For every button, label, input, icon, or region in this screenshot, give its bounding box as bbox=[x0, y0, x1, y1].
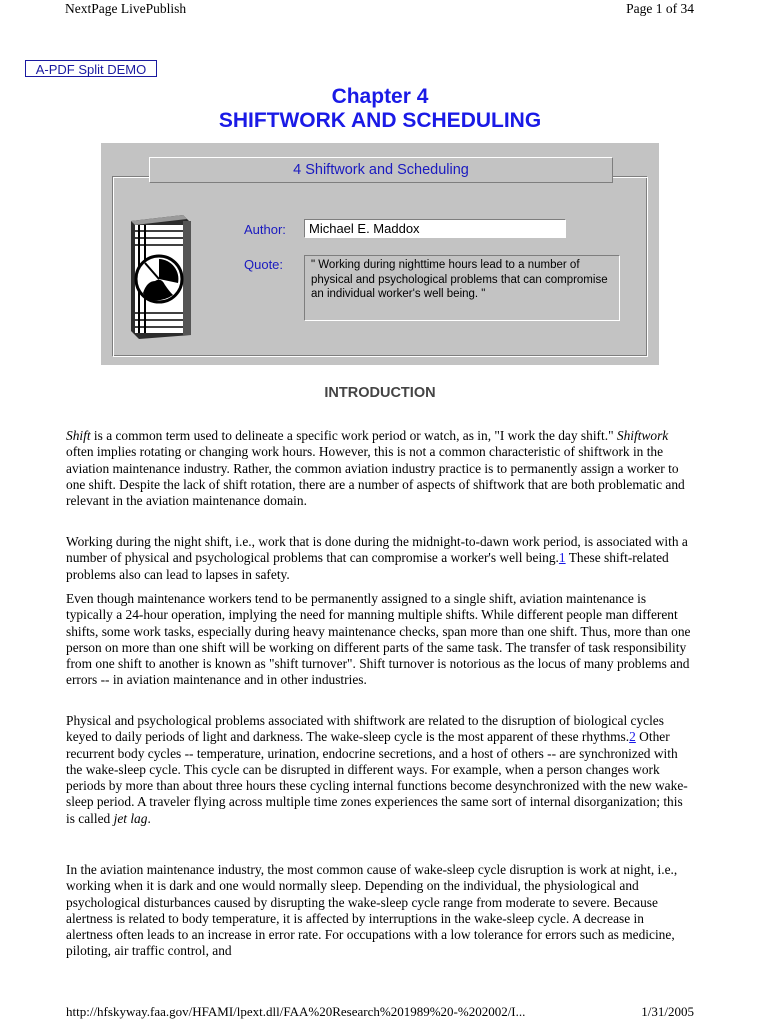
paragraph-text: is a common term used to delineate a specific work period or watch, as in, "I work the day shift." bbox=[90, 428, 617, 443]
quote-label: Quote: bbox=[244, 257, 284, 272]
header-app-name: NextPage LivePublish bbox=[65, 1, 187, 16]
section-heading: INTRODUCTION bbox=[324, 385, 436, 401]
chapter-number: Chapter 4 bbox=[331, 85, 429, 108]
quote-field: " Working during nighttime hours lead to a number of physical and psychological problems that can compromise an individual worker's well being. " bbox=[304, 255, 620, 321]
paragraph-5: In the aviation maintenance industry, the most common cause of wake-sleep cycle disruption is work at night, i.e., working when it is dark and one would normally sleep. Depending on the individual, the physiological and psychological disturbances caused by disrupting the wake-sleep cycle range from moderate to severe. Because alertness is related to body temperature, it is affected by interruptions in the wake-sleep cycle. A decrease in alertness often leads to an increase in error rate. For occupations with a low tolerance for errors such as medicine, piloting, air traffic control, and bbox=[66, 862, 678, 959]
paragraph-4 bbox=[66, 713, 694, 827]
demo-badge: A-PDF Split DEMO bbox=[25, 60, 157, 77]
paragraph-text: often implies rotating or changing work hours. However, this is not a common characteristic of shiftwork in the aviation maintenance industry. Rather, the common aviation industry practice is to permanently assign a worker to one shift. Despite the lack of shift rotation, there are a number of aspects of shiftwork that are both problematic and relevant in the aviation maintenance domain. bbox=[66, 444, 685, 509]
footer-url: http://hfskyway.faa.gov/HFAMI/lpext.dll/FAA%20Research%201989%20-%202002/I... bbox=[66, 1004, 526, 1019]
chapter-title: SHIFTWORK AND SCHEDULING bbox=[218, 109, 542, 132]
paragraph-3: Even though maintenance workers tend to be permanently assigned to a single shift, aviation maintenance is typically a 24-hour operation, implying the need for manning multiple shifts. While different people man different shifts, some work tasks, especially during heavy maintenance checks, span more than one shift. Thus, more than one person on more than one shift will be working on different parts of the same task. The transfer of task responsibility from one shift to another is known as "shift turnover". Shift turnover is notorious as the locus of many problems and errors -- in aviation maintenance and in other industries. bbox=[66, 591, 691, 688]
footer-date: 1/31/2005 bbox=[641, 1004, 694, 1019]
footnote-link-2[interactable]: 2 bbox=[629, 729, 636, 745]
paragraph-text: Other recurrent body cycles -- temperature, urination, endocrine secretions, and a host of others -- are synchronized with the wake-sleep cycle. This cycle can be disrupted in different ways. For example, when a person changes work periods by more than about three hours these cycling internal functions become desynchronized with the new wake-sleep period. A traveler flying across multiple time zones experiences the same sort of internal disorganization; this is called bbox=[66, 729, 688, 826]
paragraph-text: . bbox=[147, 810, 151, 826]
paragraph-2 bbox=[66, 534, 694, 583]
author-field: Michael E. Maddox bbox=[304, 219, 566, 238]
book-clock-icon bbox=[125, 211, 195, 341]
panel-title: 4 Shiftwork and Scheduling bbox=[149, 157, 613, 183]
term-shift: Shift bbox=[66, 428, 91, 443]
header-page-label: Page 1 of 34 bbox=[626, 1, 694, 16]
chapter-info-panel bbox=[101, 143, 659, 365]
paragraph-1 bbox=[66, 428, 694, 509]
author-label: Author: bbox=[244, 222, 286, 237]
term-shiftwork: Shiftwork bbox=[616, 428, 669, 443]
footnote-link-1[interactable]: 1 bbox=[558, 550, 566, 566]
paragraph-text: These shift-related problems also can lead to lapses in safety. bbox=[66, 550, 669, 582]
paragraph-text: Working during the night shift, i.e., work that is done during the midnight-to-dawn work period, is associated with a number of physical and psychological problems that can compromise a worker's well being. bbox=[66, 534, 688, 566]
term-jet-lag: jet lag bbox=[113, 810, 148, 826]
paragraph-text: Physical and psychological problems associated with shiftwork are related to the disruption of biological cycles keyed to daily periods of light and darkness. The wake-sleep cycle is the most apparent of these rhythms. bbox=[66, 713, 664, 745]
